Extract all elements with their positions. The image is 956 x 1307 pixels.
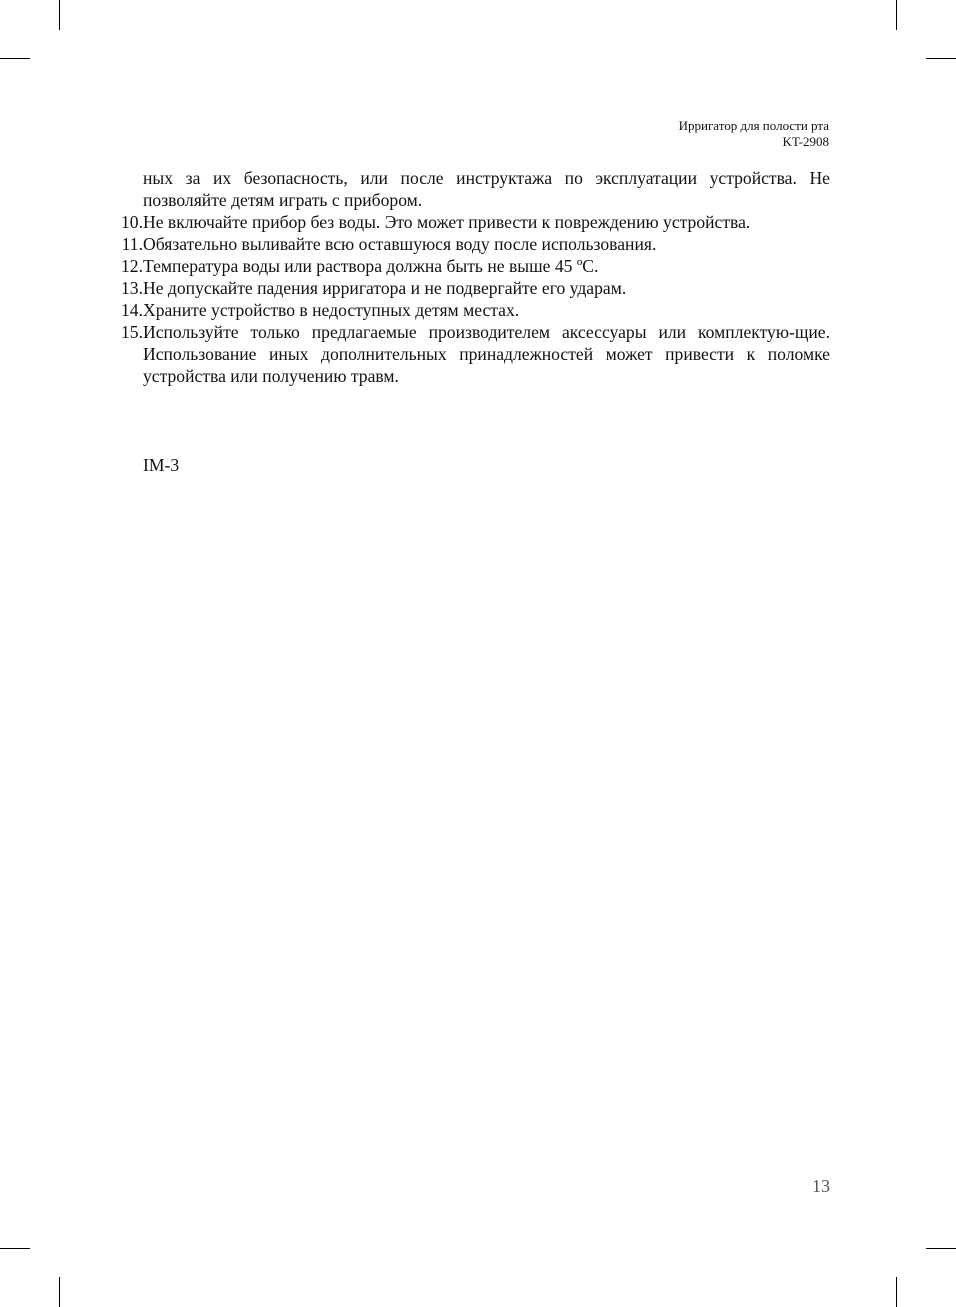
crop-mark: [59, 0, 60, 30]
item-text: Используйте только предлагаемые производителем аксессуары или комплектую-щие. Использование иных дополнительных принадлежностей может привести к поломке устройства или получению травм.: [143, 322, 830, 386]
crop-mark: [0, 58, 30, 59]
crop-mark: [926, 1248, 956, 1249]
list-item: [106, 233, 830, 255]
item-text: Не допускайте падения ирригатора и не подвергайте его ударам.: [143, 278, 627, 298]
list-item: [106, 255, 830, 277]
continuation-paragraph: ных за их безопасность, или после инструктажа по эксплуатации устройства. Не позволяйте детям играть с прибором.: [143, 168, 830, 210]
crop-mark: [926, 58, 956, 59]
item-number: 10.: [121, 212, 143, 232]
crop-mark: [0, 1248, 30, 1249]
item-number: 11.: [121, 234, 143, 254]
item-text: Температура воды или раствора должна быть не выше 45 ºС.: [143, 256, 599, 276]
item-number: 15.: [121, 322, 143, 342]
header-title: Ирригатор для полости рта: [678, 118, 829, 133]
item-number: 12.: [121, 256, 143, 276]
list-item: [106, 321, 830, 387]
document-code: IM-3: [143, 455, 180, 475]
header-model: KT-2908: [782, 134, 829, 149]
running-header: [679, 118, 829, 150]
page-number: 13: [812, 1176, 830, 1196]
list-item: [106, 211, 830, 233]
crop-mark: [896, 1277, 897, 1307]
item-text: Обязательно выливайте всю оставшуюся воду после использования.: [143, 234, 657, 254]
list-item: [106, 299, 830, 321]
item-number: 13.: [121, 278, 143, 298]
item-number: 14.: [121, 300, 143, 320]
list-item: [106, 277, 830, 299]
crop-mark: [896, 0, 897, 30]
item-text: Не включайте прибор без воды. Это может привести к повреждению устройства.: [143, 212, 751, 232]
crop-mark: [59, 1277, 60, 1307]
item-text: Храните устройство в недоступных детям местах.: [143, 300, 520, 320]
instructions-list: [106, 167, 830, 387]
